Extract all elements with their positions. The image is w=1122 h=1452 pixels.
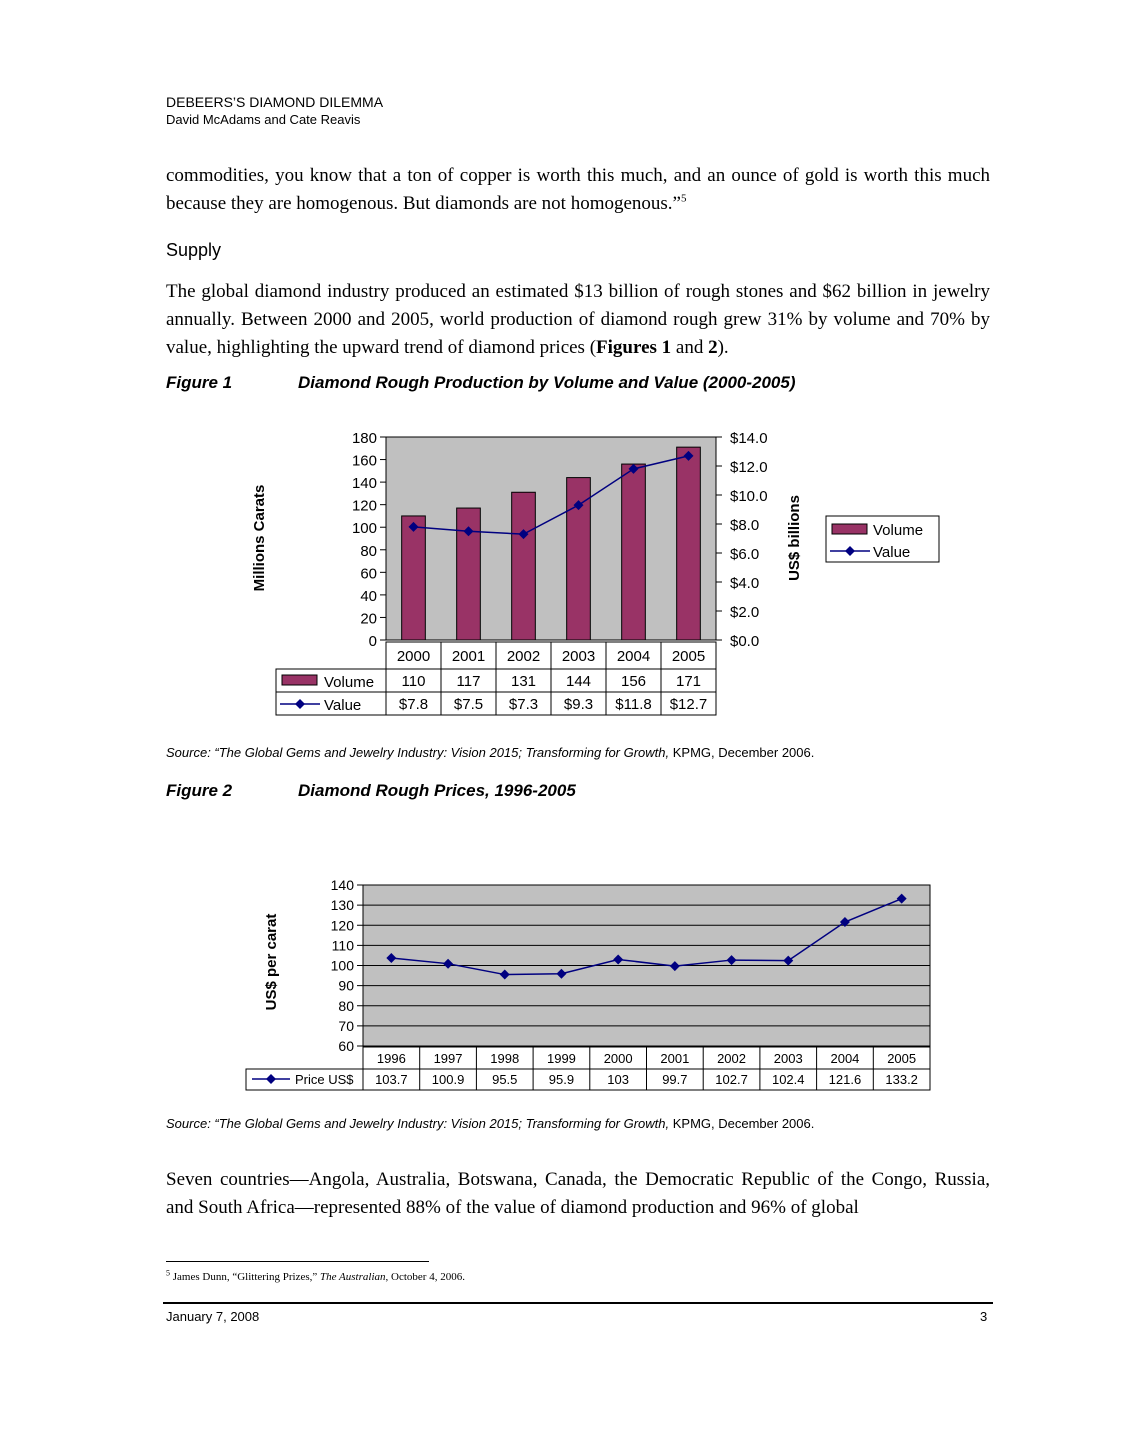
page-number: 3 (980, 1309, 988, 1324)
y-tick-label: 120 (330, 917, 354, 934)
table-value-value: $7.3 (508, 696, 539, 713)
source-text: Source: “The Global Gems and Jewelry Industry: Vision 2015; Transforming for Growth, (166, 745, 670, 760)
y-tick-label: 100 (351, 520, 377, 538)
paragraph-text: ). (717, 337, 729, 358)
table-year: 2001 (660, 1051, 690, 1066)
table-volume-value: 171 (675, 673, 702, 690)
y-tick-label: 130 (330, 897, 354, 914)
footer-date: January 7, 2008 (166, 1309, 260, 1324)
table-year: 1997 (433, 1051, 463, 1066)
y-tick-label: 110 (331, 937, 354, 954)
table-year: 2002 (717, 1051, 747, 1066)
y2-tick-label: $6.0 (730, 546, 760, 563)
table-price-value: 102.4 (771, 1072, 805, 1087)
legend-volume-label: Volume (873, 522, 924, 539)
table-year: 2000 (603, 1051, 633, 1066)
y2-tick-label: $14.0 (730, 430, 768, 447)
table-volume-value: 117 (456, 673, 481, 690)
table-price-value: 133.2 (885, 1072, 918, 1087)
table-price-value: 103.7 (375, 1072, 408, 1087)
chart1-y2label: US$ billions (786, 495, 803, 581)
y-tick-label: 160 (351, 452, 377, 470)
table-price-value: 95.9 (548, 1072, 575, 1087)
footnote-separator (166, 1261, 429, 1262)
y-tick-label: 80 (360, 542, 377, 560)
y-tick-label: 40 (360, 587, 377, 605)
figure-ref-2: 2 (708, 337, 718, 358)
table-volume-value: 144 (565, 673, 592, 690)
table-price-value: 102.7 (715, 1072, 748, 1087)
y-tick-label: 60 (360, 565, 377, 583)
legend-value-label: Value (873, 544, 911, 561)
source-publisher: KPMG, December 2006. (669, 745, 815, 760)
table-value-value: $11.8 (615, 696, 652, 713)
table-year: 2000 (396, 648, 431, 665)
y-tick-label: 140 (351, 475, 377, 493)
table-year: 1996 (376, 1051, 406, 1066)
figure-2-source (166, 1116, 814, 1131)
source-text: Source: “The Global Gems and Jewelry Industry: Vision 2015; Transforming for Growth, (166, 1116, 670, 1131)
footnote-publication: The Australian (320, 1271, 386, 1283)
y-tick-label: 90 (338, 977, 354, 994)
figure-1-label: Figure 1 (166, 373, 233, 392)
y2-tick-label: $10.0 (730, 488, 768, 505)
table-price-value: 103 (607, 1072, 630, 1087)
y-tick-label: 20 (360, 610, 377, 628)
figure-ref-1: Figures 1 (596, 337, 672, 358)
table-volume-value: 156 (620, 673, 647, 690)
footnote-number: 5 (166, 1268, 170, 1278)
y-tick-label: 120 (351, 497, 377, 515)
running-header-title: DEBEERS’S DIAMOND DILEMMA (166, 94, 384, 110)
table-year: 2005 (887, 1051, 917, 1066)
table-value-value: $12.7 (669, 696, 708, 713)
chart2-left-axis (331, 877, 363, 1054)
y-tick-label: 70 (338, 1017, 354, 1034)
y2-tick-label: $0.0 (730, 633, 760, 650)
footnote-text: James Dunn, “Glittering Prizes,” (170, 1271, 320, 1283)
y-tick-label: 60 (338, 1038, 354, 1054)
table-year: 2005 (671, 648, 706, 665)
table-price-label: Price US$ (295, 1072, 354, 1087)
footnote-ref: 5 (681, 192, 687, 205)
footnote (166, 1268, 465, 1283)
y-tick-label: 140 (330, 877, 354, 893)
table-value-label: Value (324, 697, 362, 714)
y-tick-label: 100 (330, 957, 354, 974)
table-value-value: $9.3 (563, 696, 594, 713)
y2-tick-label: $12.0 (730, 459, 768, 476)
table-year: 1998 (490, 1051, 520, 1066)
section-heading-supply: Supply (166, 240, 222, 260)
source-publisher: KPMG, December 2006. (669, 1116, 815, 1131)
figure-2-title: Diamond Rough Prices, 1996-2005 (298, 781, 576, 800)
table-volume-value: 131 (510, 673, 537, 690)
y-tick-label: 0 (368, 633, 377, 650)
table-price-value: 100.9 (431, 1072, 465, 1087)
table-year: 1999 (546, 1051, 576, 1066)
paragraph-text: commodities, you know that a ton of copper is worth this much, and an ounce of gold is worth this much because they are homogenous. But diamonds are not homogenous.” (166, 165, 990, 214)
table-year: 2004 (616, 648, 651, 665)
table-value-value: $7.8 (398, 696, 429, 713)
chart1-ylabel: Millions Carats (251, 484, 268, 592)
table-year: 2001 (451, 648, 486, 665)
table-year: 2003 (561, 648, 596, 665)
table-year: 2002 (506, 648, 541, 665)
table-price-value: 95.5 (492, 1072, 518, 1087)
footer-rule (163, 1302, 993, 1304)
figure-1-title: Diamond Rough Production by Volume and Value (2000-2005) (298, 373, 796, 392)
y-tick-label: 180 (351, 430, 377, 447)
running-header-authors: David McAdams and Cate Reavis (166, 112, 361, 127)
y2-tick-label: $2.0 (730, 604, 760, 621)
paragraph-text: The global diamond industry produced an estimated $13 billion of rough stones and $62 billion in jewelry annually. Between 2000 and 2005, world production of diamond rough grew 31% by volume and 70% by value, highlighting the upward trend of diamond prices ( (166, 281, 990, 358)
table-price-value: 99.7 (662, 1072, 688, 1087)
y2-tick-label: $8.0 (730, 517, 760, 534)
y2-tick-label: $4.0 (730, 575, 760, 592)
chart2-ylabel: US$ per carat (263, 913, 280, 1011)
table-volume-label: Volume (324, 674, 375, 691)
paragraph-text: and (671, 337, 709, 358)
table-price-value: 121.6 (828, 1072, 862, 1087)
table-year: 2003 (773, 1051, 803, 1066)
figure-2-label: Figure 2 (166, 781, 233, 800)
paragraph-countries: Seven countries—Angola, Australia, Botswana, Canada, the Democratic Republic of the Congo, Russia, and South Africa—represented 88% of the value of diamond production and 96% of global (166, 1169, 990, 1218)
table-volume-value: 110 (401, 673, 426, 690)
footnote-date: , October 4, 2006. (385, 1271, 465, 1283)
table-year: 2004 (830, 1051, 860, 1066)
table-value-value: $7.5 (453, 696, 484, 713)
y-tick-label: 80 (338, 997, 354, 1014)
